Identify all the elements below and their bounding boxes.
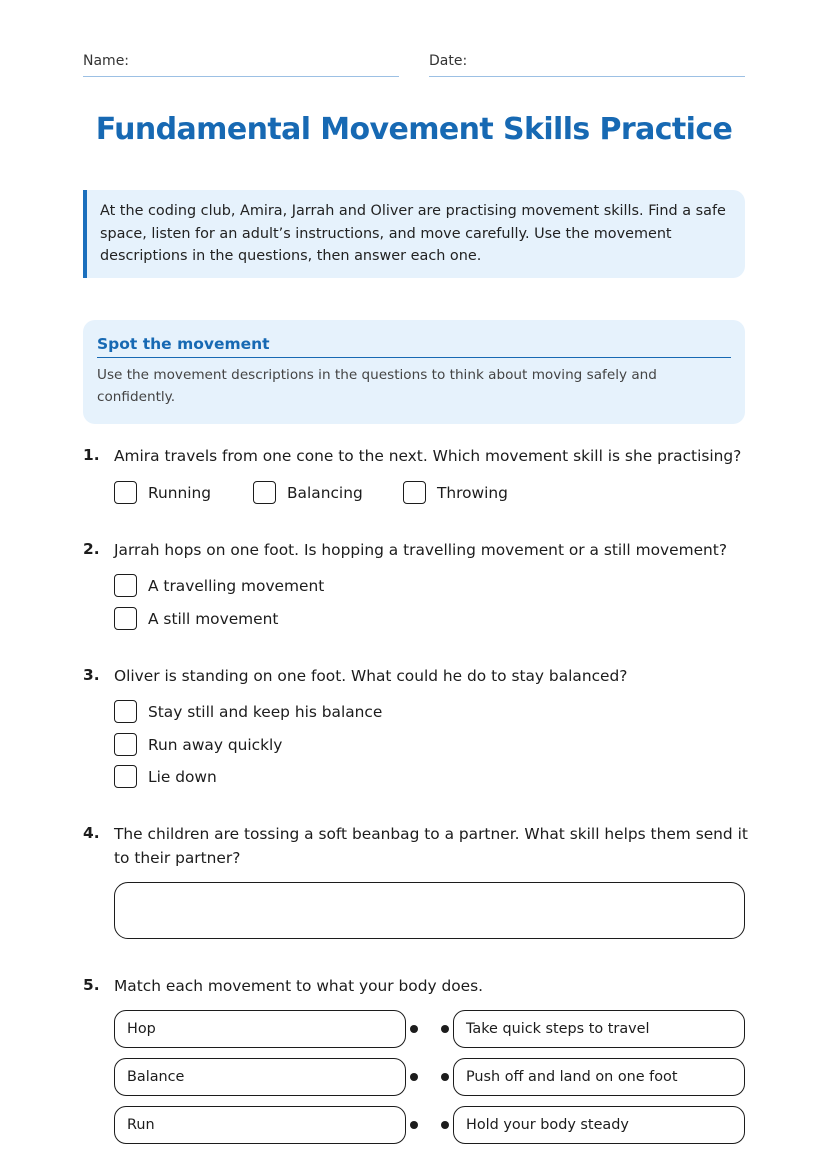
match-right-label: Hold your body steady [466, 1117, 629, 1133]
date-line[interactable] [429, 76, 745, 77]
match-left-1[interactable] [114, 1010, 406, 1048]
question-1-text: Amira travels from one cone to the next. Which movement skill is she practising? [114, 447, 742, 465]
match-left-2-dot[interactable] [410, 1073, 418, 1081]
match-left-label: Balance [127, 1069, 185, 1085]
question-3-option-1[interactable] [114, 700, 382, 723]
page-title: Fundamental Movement Skills Practice [95, 112, 733, 147]
question-4-answer-box[interactable] [114, 882, 745, 939]
checkbox[interactable] [114, 481, 137, 504]
match-left-2[interactable] [114, 1058, 406, 1096]
option-label: Stay still and keep his balance [148, 702, 383, 721]
option-label: Lie down [148, 767, 217, 786]
option-label: Run away quickly [148, 735, 283, 754]
question-4-text-line-1: The children are tossing a soft beanbag to a partner. What skill helps them send it [114, 825, 748, 843]
question-3-option-3[interactable] [114, 765, 217, 788]
name-label: Name: [83, 53, 130, 69]
question-2-number: 2. [83, 540, 100, 558]
question-2-text: Jarrah hops on one foot. Is hopping a travelling movement or a still movement? [114, 541, 728, 559]
option-label: Balancing [287, 483, 363, 502]
question-3-option-2[interactable] [114, 733, 282, 756]
section-box [83, 320, 745, 424]
match-left-3[interactable] [114, 1106, 406, 1144]
match-right-2-dot[interactable] [441, 1073, 449, 1081]
match-right-3[interactable] [453, 1106, 745, 1144]
option-label: A still movement [148, 609, 279, 628]
question-3-number: 3. [83, 666, 100, 684]
match-right-1-dot[interactable] [441, 1025, 449, 1033]
question-1-option-2[interactable] [253, 481, 363, 504]
section-description: Use the movement descriptions in the questions to think about moving safely and confidently. [97, 367, 657, 405]
question-5-number: 5. [83, 976, 100, 994]
question-4-number: 4. [83, 824, 100, 842]
question-5-text: Match each movement to what your body does. [114, 977, 484, 995]
match-right-3-dot[interactable] [441, 1121, 449, 1129]
checkbox[interactable] [114, 607, 137, 630]
checkbox[interactable] [114, 700, 137, 723]
checkbox[interactable] [114, 765, 137, 788]
match-left-1-dot[interactable] [410, 1025, 418, 1033]
intro-callout [83, 190, 745, 278]
checkbox[interactable] [253, 481, 276, 504]
question-1-option-1[interactable] [114, 481, 211, 504]
question-3-text: Oliver is standing on one foot. What could he do to stay balanced? [114, 667, 628, 685]
question-2-option-2[interactable] [114, 607, 278, 630]
option-label: Running [148, 483, 212, 502]
question-4-text-line-2: to their partner? [114, 849, 241, 867]
checkbox[interactable] [403, 481, 426, 504]
match-right-label: Take quick steps to travel [466, 1021, 650, 1037]
date-label: Date: [429, 53, 468, 69]
option-label: Throwing [437, 483, 508, 502]
name-line[interactable] [83, 76, 399, 77]
checkbox[interactable] [114, 733, 137, 756]
match-left-3-dot[interactable] [410, 1121, 418, 1129]
match-left-label: Run [127, 1117, 155, 1133]
question-2-option-1[interactable] [114, 574, 324, 597]
question-1-option-3[interactable] [403, 481, 508, 504]
question-1-number: 1. [83, 446, 100, 464]
section-title: Spot the movement [97, 335, 731, 358]
checkbox[interactable] [114, 574, 137, 597]
option-label: A travelling movement [148, 576, 325, 595]
match-left-label: Hop [127, 1021, 156, 1037]
intro-text: At the coding club, Amira, Jarrah and Oliver are practising movement skills. Find a safe space, listen for an adult’s instructions, and move carefully. Use the movement descriptions in the questions, then answer each one. [100, 203, 726, 264]
match-right-2[interactable] [453, 1058, 745, 1096]
match-right-1[interactable] [453, 1010, 745, 1048]
match-right-label: Push off and land on one foot [466, 1069, 678, 1085]
